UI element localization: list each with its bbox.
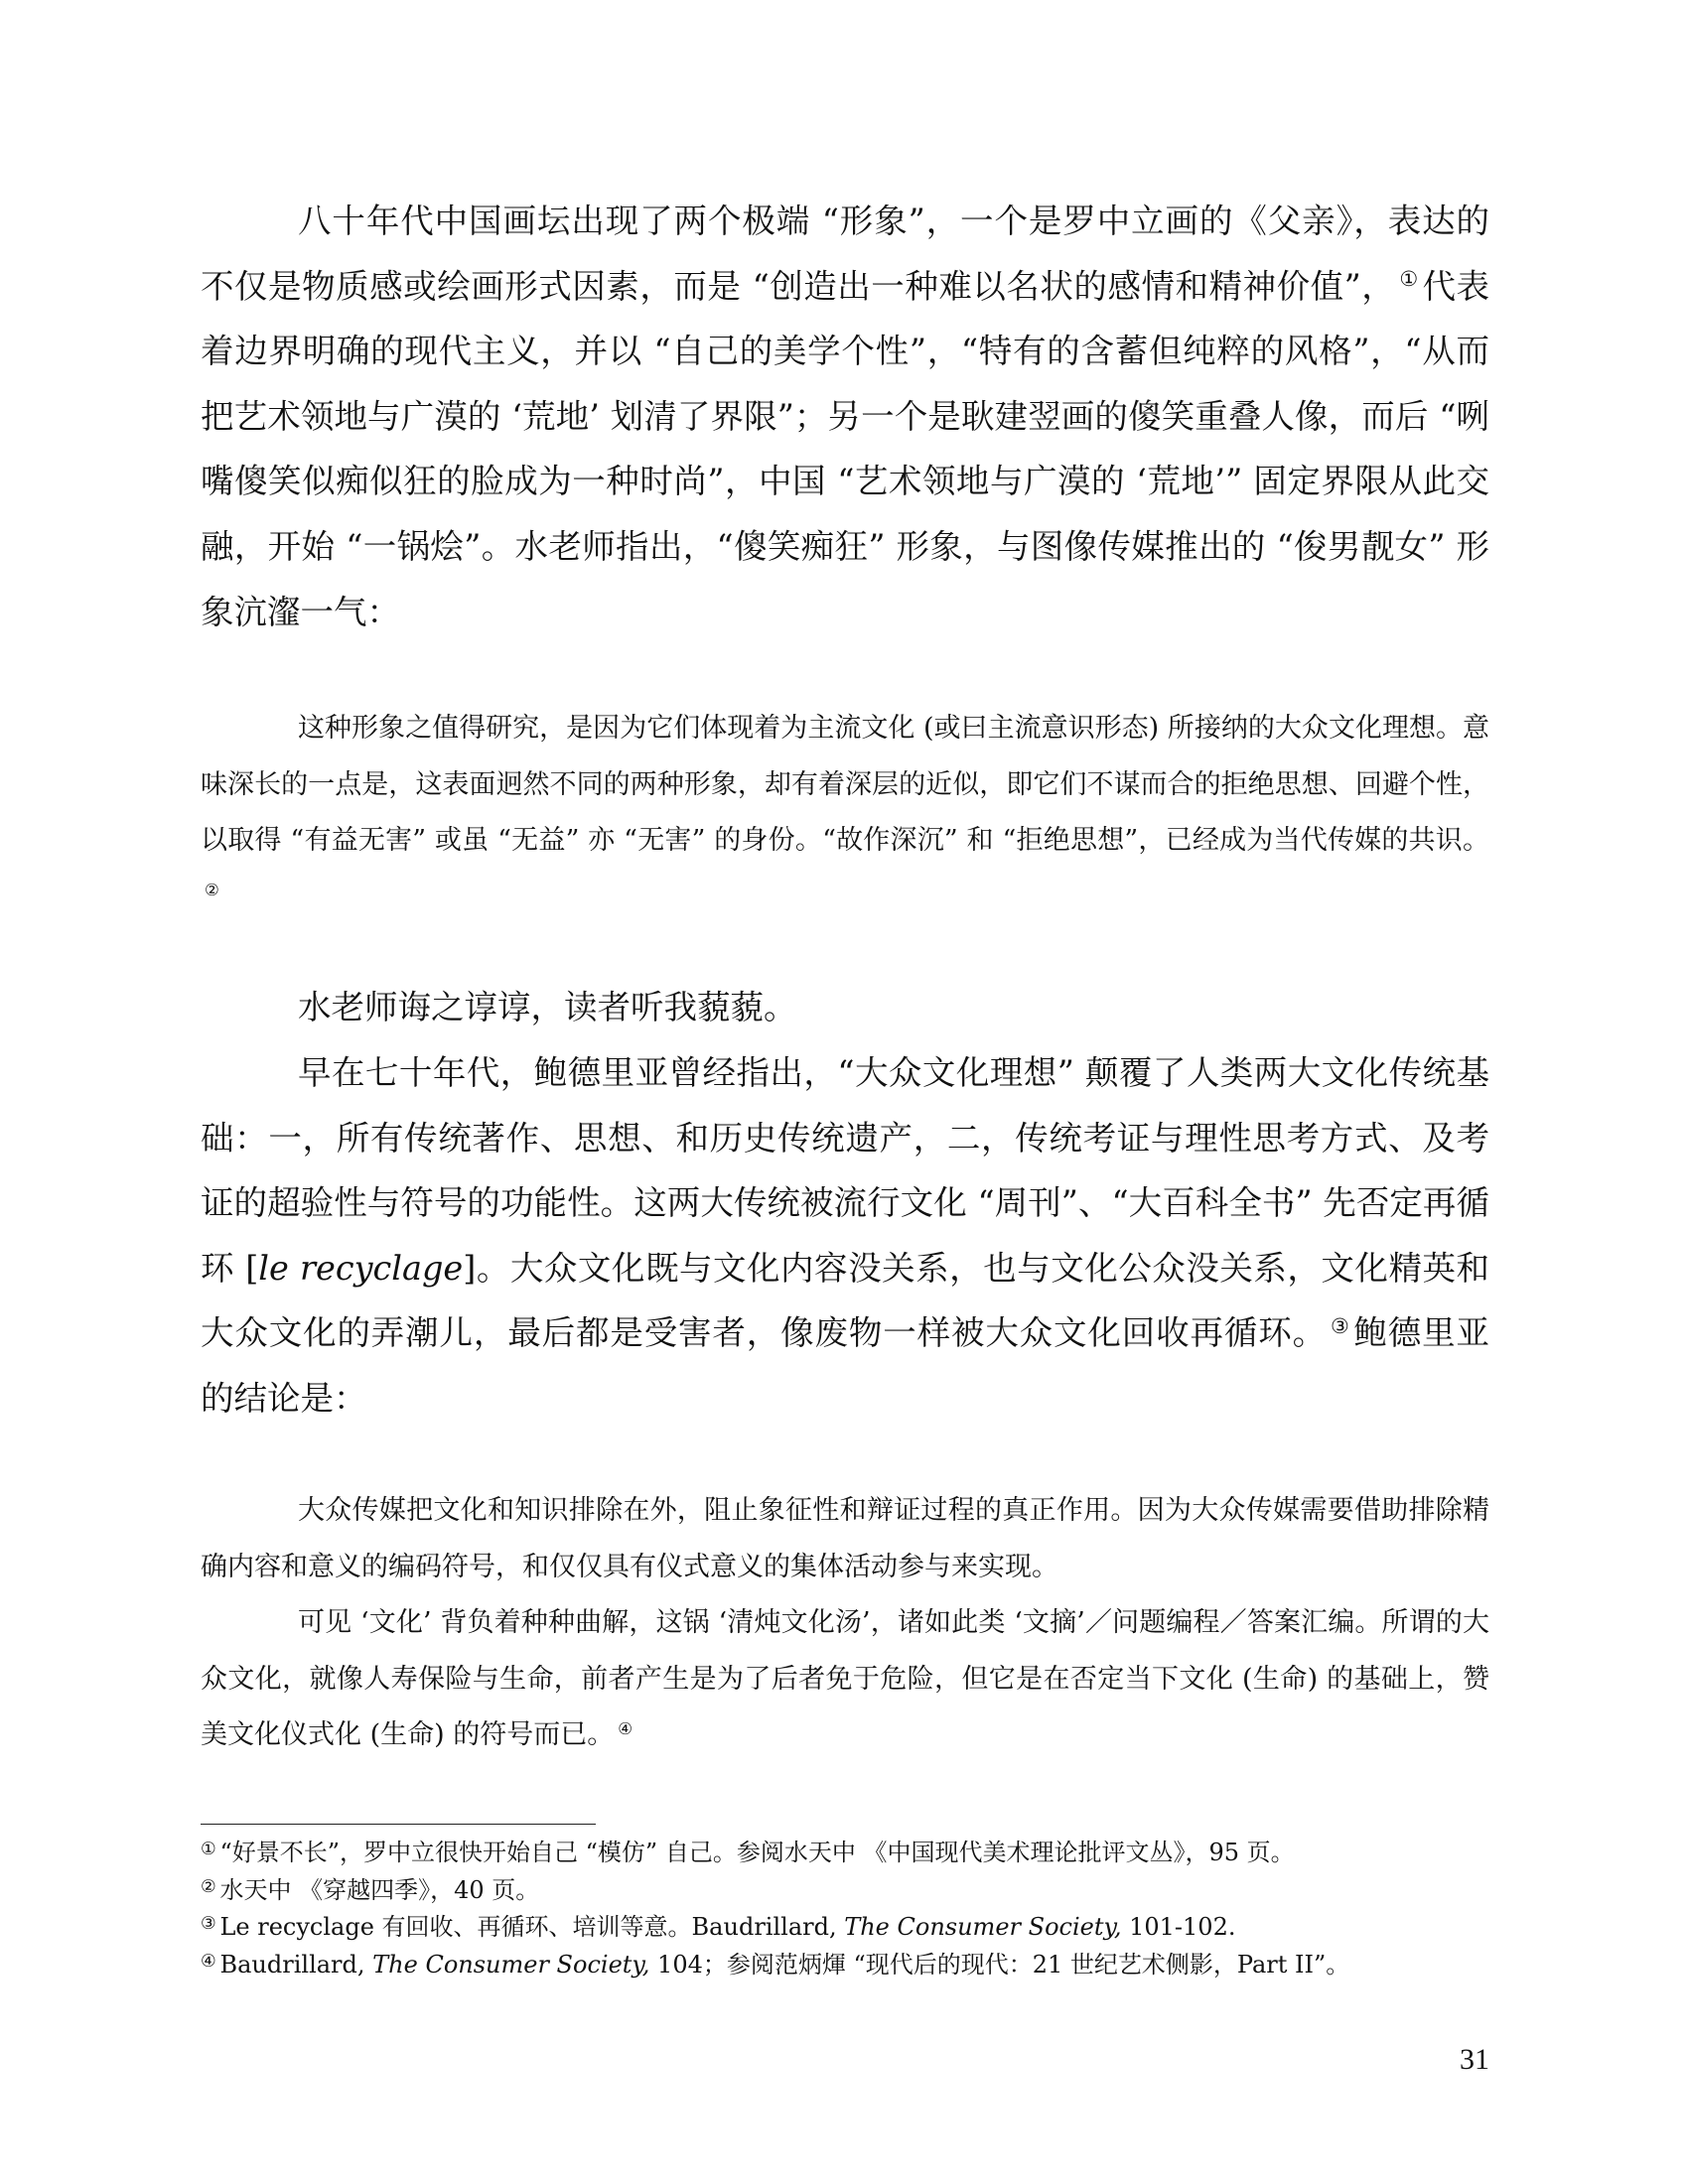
footnote-ref-3[interactable]: ③ [1330,1313,1350,1338]
footnote-ref-2[interactable]: ② [205,880,220,900]
quote-text: 这种形象之值得研究，是因为它们体现着为主流文化 (或曰主流意识形态) 所接纳的大众文化理想。意味深长的一点是，这表面迥然不同的两种形象，却有着深层的近似，即它们不谋而合的拒绝思想、回避个性，以取得 “有益无害” 或虽 “无益” 亦 “无害” 的身份。“故作深沉” 和 “拒绝思想”，已经成为当代传媒的共识。 [201,713,1489,856]
footnote-text: Baudrillard, [219,1950,373,1979]
italic-term: le recyclage [258,1248,464,1288]
footnote-2 [201,1870,1489,1908]
footnote-text: 104；参阅范炳煇 “现代后的现代：21 世纪艺术侧影，Part II”。 [649,1950,1350,1979]
footnote-1 [201,1833,1489,1870]
footnote-divider [201,1824,596,1825]
footnote-ref-4[interactable]: ④ [618,1717,633,1738]
footnote-mark: ④ [201,1951,216,1972]
page-number: 31 [1460,2043,1489,2076]
paragraph-text: 早在七十年代，鲍德里亚曾经指出，“大众文化理想” 颠覆了人类两大文化传统基础：一，所有传统著作、思想、和历史传统遗产，二，传统考证与理性思考方式、及考证的超验性与符号的功能性。这两大传统被流行文化 “周刊”、“大百科全书” 先否定再循环 [ [201,1053,1489,1288]
paragraph-text: 鲍德里亚的结论是： [201,1313,1490,1418]
footnote-4 [201,1945,1489,1982]
footnote-text: 101-102. [1121,1913,1236,1942]
paragraph-text: ]。大众文化既与文化内容没关系，也与文化公众没关系，文化精英和大众文化的弄潮儿，最后都是受害者，像废物一样被大众文化回收再循环。 [201,1248,1489,1353]
footnote-ref-1[interactable]: ① [1399,267,1419,292]
footnote-text: Le recyclage 有回收、再循环、培训等意。Baudrillard, [219,1913,845,1942]
footnote-text: 水天中 《穿越四季》，40 页。 [219,1875,540,1904]
block-quote-1 [201,701,1489,925]
book-title: The Consumer Society, [844,1913,1122,1942]
body-paragraph-1 [201,189,1489,644]
footnote-mark: ① [201,1840,216,1859]
block-quote-2: 大众传媒把文化和知识排除在外，阻止象征性和辩证过程的真正作用。因为大众传媒需要借助排除精确内容和意义的编码符号，和仅仅具有仪式意义的集体活动参与来实现。 [201,1495,1489,1582]
footnote-mark: ③ [201,1914,216,1935]
footnote-text: “好景不长”，罗中立很快开始自己 “模仿” 自己。参阅水天中 《中国现代美术理论批评文丛》，95 页。 [219,1839,1295,1867]
quote-text: 可见 ‘文化’ 背负着种种曲解，这锅 ‘清炖文化汤’，诸如此类 ‘文摘’／问题编程／答案汇编。所谓的大众文化，就像人寿保险与生命，前者产生是为了后者免于危险，但它是在否定当下文化 (生命) 的基础上，赞美文化仪式化 (生命) 的符号而已。 [201,1607,1489,1750]
block-quote-3 [201,1595,1489,1764]
body-paragraph-2: 水老师诲之谆谆，读者听我藐藐。 [298,988,797,1026]
paragraph-text: 代表着边界明确的现代主义，并以 “自己的美学个性”，“特有的含蓄但纯粹的风格”，“从而把艺术领地与广漠的 ‘荒地’ 划清了界限”；另一个是耿建翌画的傻笑重叠人像，而后 “咧嘴傻笑似痴似狂的脸成为一种时尚”，中国 “艺术领地与广漠的 ‘荒地’” 固定界限从此交融，开始 “一锅烩”。水老师指出，“傻笑痴狂” 形象，与图像传媒推出的 “俊男靓女” 形象沆瀣一气： [201,266,1490,631]
footnote-mark: ② [201,1876,216,1897]
footnotes-list [201,1833,1489,1981]
book-title: The Consumer Society, [372,1950,650,1979]
paragraph-text: 八十年代中国画坛出现了两个极端 “形象”，一个是罗中立画的《父亲》，表达的不仅是物质感或绘画形式因素，而是 “创造出一种难以名状的感情和精神价值”， [201,202,1489,306]
body-paragraph-3 [201,1040,1489,1432]
footnote-3 [201,1907,1489,1945]
